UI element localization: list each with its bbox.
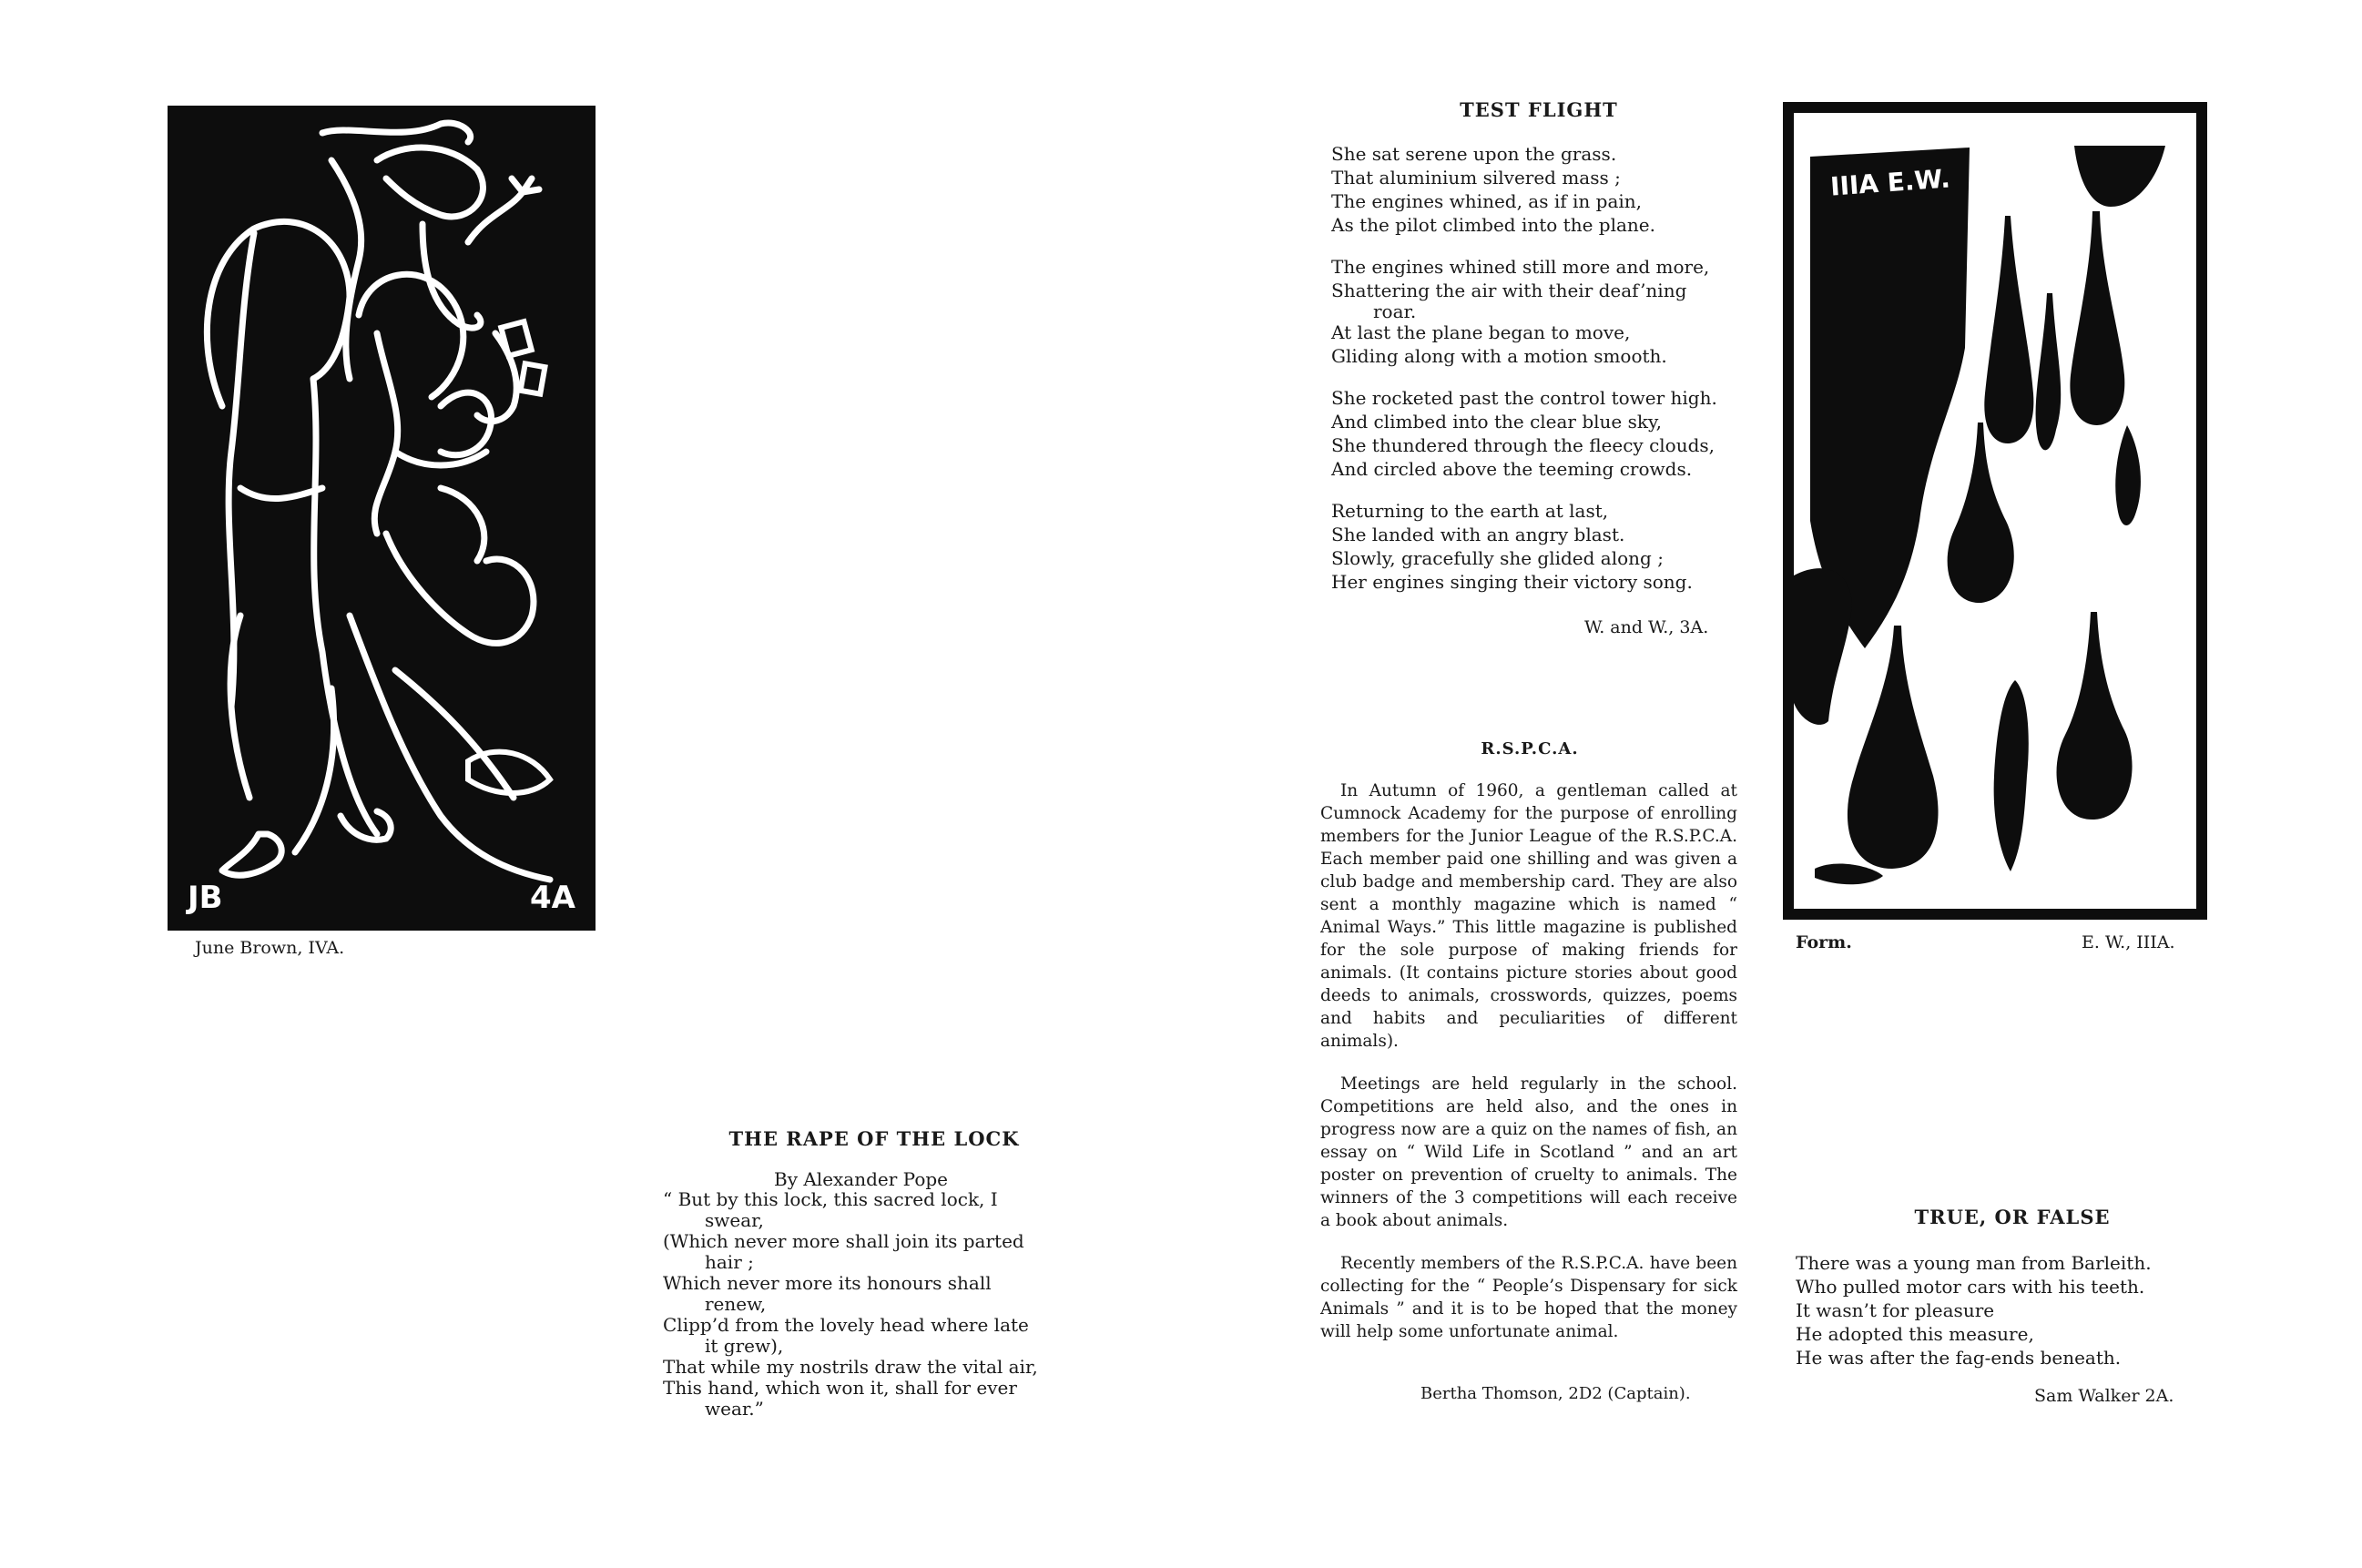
rspca-paragraph: Recently members of the R.S.P.C.A. have been collecting for the “ People’s Dispensary for sick Animals ” and it is to be hoped that the money will help some unfortunate animal. (1320, 1254, 1737, 1341)
verse-line: (Which never more shall join its parted (663, 1230, 1024, 1252)
verse-line: That aluminium silvered mass ; (1331, 167, 1621, 188)
verse-line: This hand, which won it, shall for ever (663, 1377, 1017, 1399)
figures-woodcut-art (168, 106, 596, 931)
verse-line: He was after the fag-ends beneath. (1796, 1347, 2122, 1369)
stanza (1331, 386, 1750, 481)
rape-of-lock-byline: By Alexander Pope (774, 1168, 948, 1190)
verse-line: At last the plane began to move, (1331, 321, 1631, 343)
verse-line: renew, (705, 1293, 767, 1315)
verse-line: it grew), (705, 1335, 784, 1357)
rspca-article (1320, 779, 1737, 1363)
verse-line: Who pulled motor cars with his teeth. (1796, 1276, 2145, 1298)
stanza (1331, 142, 1750, 237)
figures-woodcut (168, 106, 596, 931)
verse-line: hair ; (705, 1251, 754, 1273)
verse-line: Gliding along with a motion smooth. (1331, 345, 1667, 367)
verse-line: She sat serene upon the grass. (1331, 143, 1617, 165)
verse-line: Shattering the air with their deaf’ning (1331, 280, 1687, 301)
verse-line: Slowly, gracefully she glided along ; (1331, 547, 1664, 569)
verse-line: That while my nostrils draw the vital air, (663, 1356, 1038, 1378)
verse-line: She rocketed past the control tower high. (1331, 387, 1717, 409)
verse-line: And circled above the teeming crowds. (1331, 458, 1693, 480)
verse-line: Her engines singing their victory song. (1331, 571, 1693, 593)
verse-line: swear, (705, 1209, 764, 1231)
form-woodcut-art (1783, 102, 2207, 920)
stanza (1331, 255, 1750, 368)
form-woodcut-inscription: IIIA E.W. (1829, 163, 1951, 202)
stanza (1331, 499, 1750, 594)
form-caption-title: Form. (1796, 932, 1852, 952)
verse-line: roar. (1373, 300, 1417, 322)
verse-line: He adopted this measure, (1796, 1323, 2034, 1345)
woodcut-monogram: JB (188, 880, 223, 916)
verse-line: Clipp’d from the lovely head where late (663, 1314, 1029, 1336)
test-flight-title: TEST FLIGHT (1460, 98, 1618, 121)
rspca-paragraph: In Autumn of 1960, a gentleman called at Cumnock Academy for the purpose of enrolling members for the Junior League of the R.S.P.C.A. Each member paid one shilling and was given a club badge and membership card. They are also sent a monthly magazine which is named “ Animal Ways.” This little magazine is published for the sole purpose of making friends for animals. (It contains picture stories about good deeds to animals, crosswords, quizzes, poems and habits and peculiarities of different animals). (1320, 781, 1737, 1051)
verse-line: The engines whined, as if in pain, (1331, 190, 1642, 212)
true-or-false-title: TRUE, OR FALSE (1914, 1206, 2111, 1228)
verse-line: She thundered through the fleecy clouds, (1331, 434, 1716, 456)
rspca-paragraph: Meetings are held regularly in the school. Competitions are held also, and the ones in progress now are a quiz on the names of fish, an essay on “ Wild Life in Scotland ” and an art poster on prevention of cruelty to animals. The winners of the 3 competitions will each receive a book about animals. (1320, 1074, 1737, 1230)
verse-line: As the pilot climbed into the plane. (1331, 214, 1655, 236)
verse-line: There was a young man from Barleith. (1796, 1252, 2152, 1274)
test-flight-verse (1331, 142, 1750, 612)
verse-line: Which never more its honours shall (663, 1272, 992, 1294)
rspca-credit: Bertha Thomson, 2D2 (Captain). (1420, 1384, 1691, 1403)
verse-line: It wasn’t for pleasure (1796, 1299, 1995, 1321)
verse-line: She landed with an angry blast. (1331, 524, 1625, 545)
verse-line: The engines whined still more and more, (1331, 256, 1710, 278)
verse-line: Returning to the earth at last, (1331, 500, 1609, 522)
form-caption-credit: E. W., IIIA. (2082, 932, 2175, 952)
true-or-false-credit: Sam Walker 2A. (2034, 1386, 2174, 1406)
test-flight-credit: W. and W., 3A. (1584, 617, 1709, 637)
rape-of-lock-title: THE RAPE OF THE LOCK (728, 1127, 1020, 1150)
verse-line: wear.” (705, 1398, 764, 1420)
rape-of-lock-verse (663, 1189, 1082, 1420)
woodcut-form-label: 4A (530, 880, 575, 916)
verse-line: And climbed into the clear blue sky, (1331, 411, 1662, 433)
true-or-false-verse (1796, 1251, 2214, 1369)
verse-line: “ But by this lock, this sacred lock, I (663, 1188, 998, 1210)
woodcut-caption: June Brown, IVA. (195, 938, 345, 958)
rspca-title: R.S.P.C.A. (1481, 739, 1579, 759)
form-woodcut (1783, 102, 2207, 920)
